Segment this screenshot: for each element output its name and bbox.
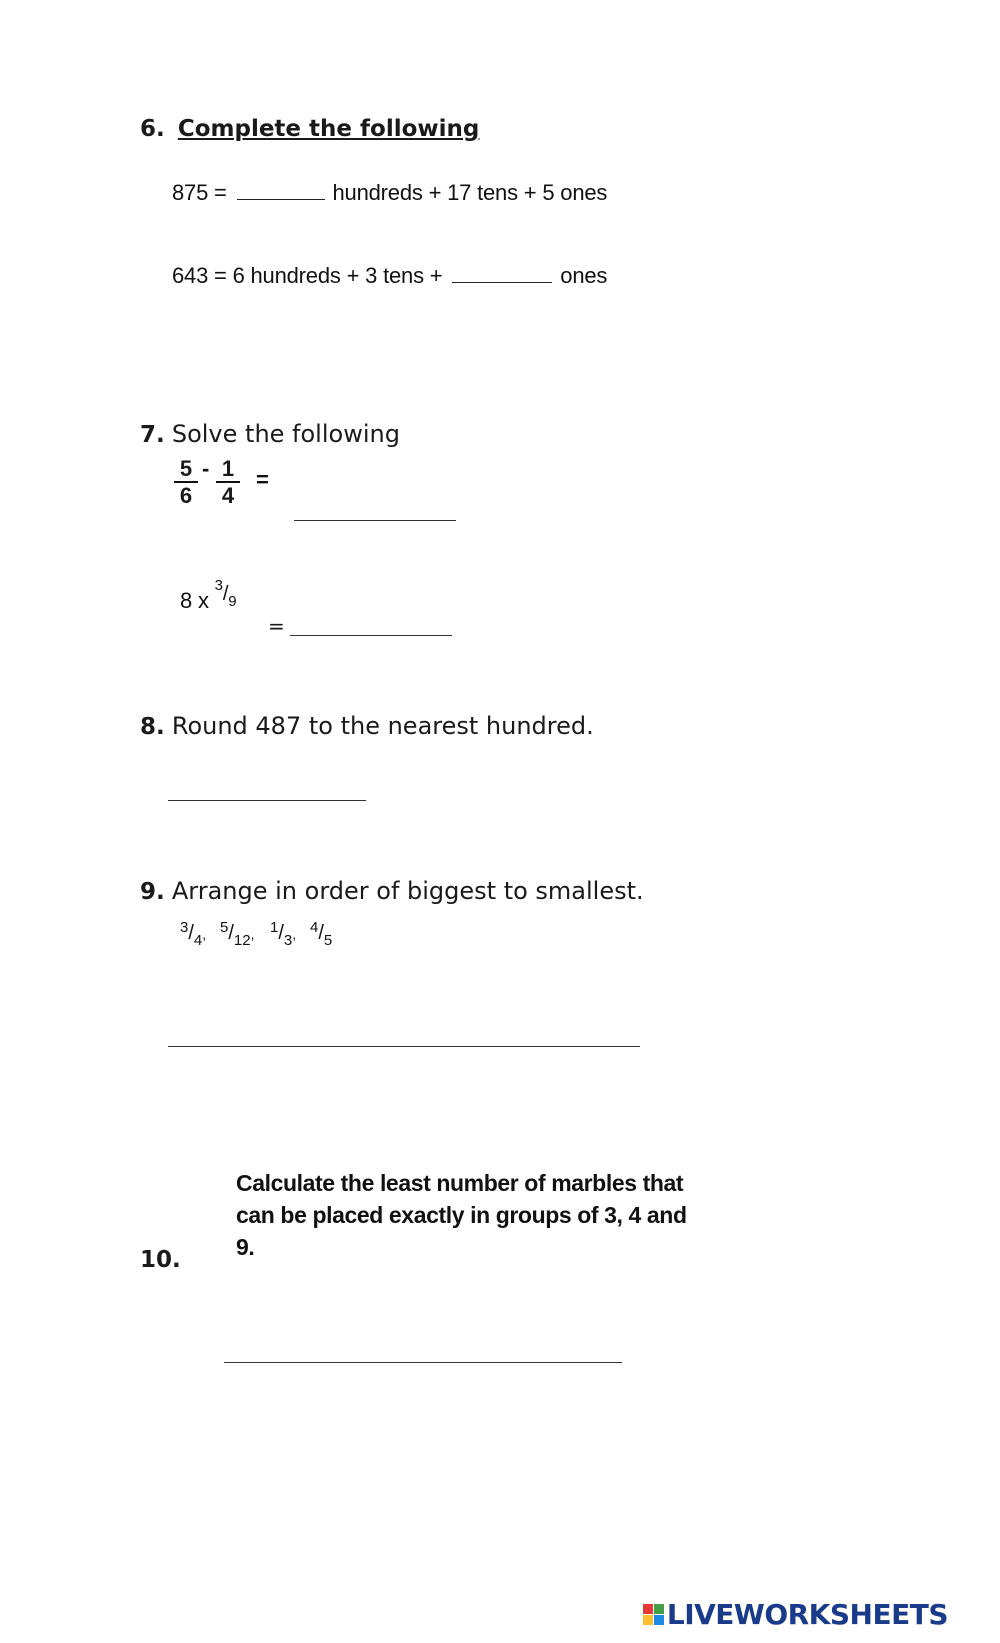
q6-line2-left: 643 = 6 hundreds + 3 tens + (172, 263, 443, 288)
q7-frac1-denominator: 6 (179, 483, 193, 508)
logo-square-blue (654, 1615, 664, 1625)
q6-line1-right: hundreds + 17 tens + 5 ones (332, 180, 608, 205)
q7-mult-denominator: 9 (228, 593, 237, 610)
q9-frac2-sep: , (250, 926, 255, 942)
q10-line-1: Calculate the least number of marbles that (236, 1170, 684, 1196)
q7-minus: - (202, 456, 210, 481)
q6-line1-left: 875 = (172, 180, 227, 205)
q8-header (140, 712, 594, 740)
logo-text: LIVEWORKSHEETS (666, 1598, 948, 1631)
q10-line-3: 9. (236, 1234, 255, 1260)
q9-frac4-den: 5 (323, 932, 333, 949)
q10-line-2: can be placed exactly in groups of 3, 4 and (236, 1202, 687, 1228)
q6-blank2[interactable] (452, 281, 552, 283)
q9-fraction-1: $^3/_4$, (180, 919, 207, 949)
q6-header (140, 116, 479, 142)
liveworksheets-logo (643, 1598, 948, 1631)
q7-multiplication (180, 577, 237, 613)
q7-equals-2: = (268, 614, 285, 638)
q7-answer-line-2[interactable] (290, 635, 452, 636)
q6-blank1[interactable] (237, 198, 325, 200)
q9-title: Arrange in order of biggest to smallest. (171, 877, 644, 905)
q10-question-text (236, 1167, 687, 1263)
q9-frac3-den: 3 (283, 932, 293, 949)
q7-answer-line-1[interactable] (294, 520, 456, 521)
q7-mult-fraction: $^3/_9$ (214, 577, 237, 610)
q9-frac4-num: 4 (310, 919, 319, 936)
q9-fraction-4: $^4/_5$ (310, 919, 333, 949)
q9-answer-line[interactable] (168, 1046, 640, 1047)
q9-frac1-num: 3 (180, 919, 189, 936)
q7-frac1-numerator: 5 (174, 458, 198, 483)
logo-square-yellow (643, 1615, 653, 1625)
q9-header (140, 877, 644, 905)
logo-square-red (643, 1604, 653, 1614)
q10-number: 10. (140, 1247, 181, 1273)
logo-mark-icon (643, 1604, 664, 1625)
q9-fraction-2: $^5/_{12}$, (220, 919, 255, 949)
q6-title: Complete the following (177, 116, 480, 142)
q9-frac3-sep: , (292, 926, 297, 942)
q8-answer-line[interactable] (168, 800, 366, 801)
q7-title: Solve the following (171, 420, 400, 448)
q6-number: 6. (140, 116, 165, 142)
q7-fraction-1 (174, 458, 198, 507)
q7-frac2-numerator: 1 (216, 458, 240, 483)
q10-answer-line[interactable] (224, 1362, 622, 1363)
q7-equals-1: = (256, 467, 269, 492)
q9-frac2-den: 12 (233, 932, 251, 949)
q6-line2 (172, 263, 607, 289)
q8-title: Round 487 to the nearest hundred. (171, 712, 594, 740)
q9-number: 9. (140, 879, 165, 905)
q6-line1 (172, 180, 607, 206)
q9-frac1-sep: , (202, 926, 207, 942)
logo-square-green (654, 1604, 664, 1614)
q7-frac2-denominator: 4 (221, 483, 235, 508)
q7-number: 7. (140, 422, 165, 448)
q9-frac3-num: 1 (270, 919, 279, 936)
q9-frac2-num: 5 (220, 919, 229, 936)
q7-header (140, 420, 400, 448)
q7-mult-numerator: 3 (214, 577, 223, 594)
q8-number: 8. (140, 714, 165, 740)
q7-fraction-2 (216, 458, 240, 507)
q9-frac1-den: 4 (193, 932, 203, 949)
q6-line2-right: ones (560, 263, 608, 288)
q9-fraction-3: $^1/_3$, (270, 919, 297, 949)
q7-mult-whole: 8 x (180, 588, 209, 613)
